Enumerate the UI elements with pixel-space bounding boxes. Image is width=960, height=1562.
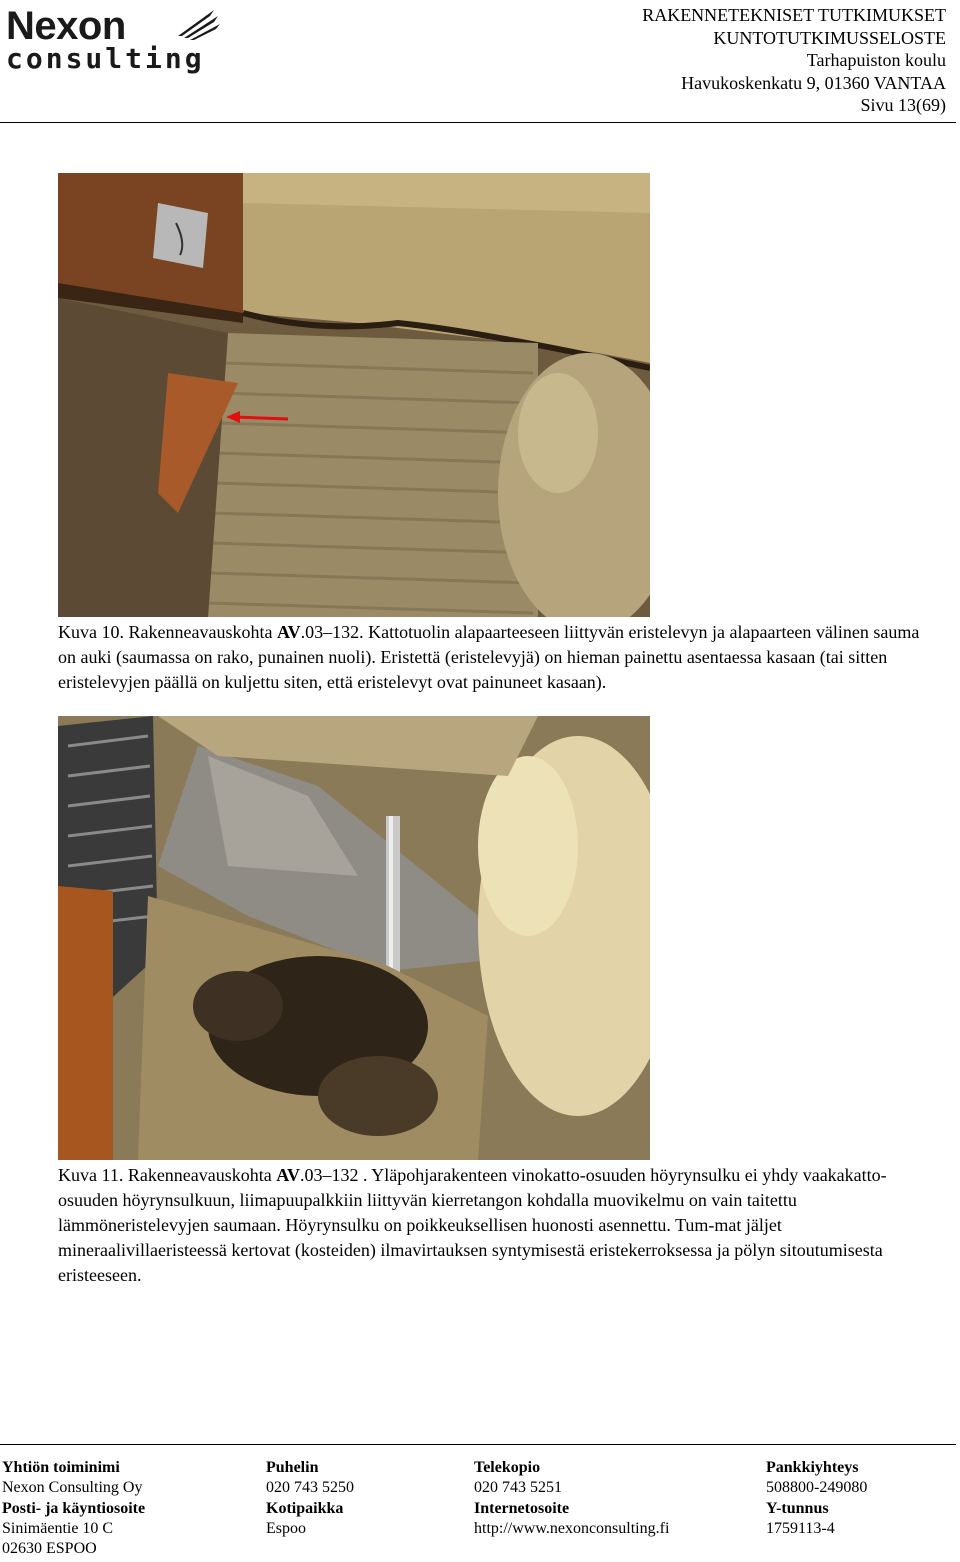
caption-text: .03–132 . Yläpohjarakenteen vinokatto-osuuden höyrynsulku ei yhdy vaakakatto-osuuden höyrynsulkuun, liimapuupalkkiin liittyvän kierretangon kohdalla muovikelmu on vain taitettu lämmöneristelevyjen saumaan. Höyrynsulku on poikkeuksellisen huonosti asennettu. Tum-mat jäljet mineraalivillaeristeessä kertovat (kosteiden) ilmavirtauksen syntymisestä eristekerroksessa ja pölyn sitoutumisesta eristeeseen.	[58, 1165, 887, 1285]
header-report-subtype: KUNTOTUTKIMUSSELOSTE	[713, 27, 946, 48]
footer-label-business-id: Y-tunnus	[766, 1499, 829, 1517]
footer-label-address: Posti- ja käyntiosoite	[2, 1499, 146, 1517]
company-logo	[6, 4, 226, 74]
footer-label-fax: Telekopio	[474, 1459, 541, 1476]
logo-text-nexon: Nexon	[6, 4, 126, 48]
caption-bold-code: AV	[276, 1165, 300, 1185]
logo-text-consulting: consulting	[6, 42, 205, 75]
footer-company-name: Nexon Consulting Oy	[2, 1479, 143, 1497]
header-address: Havukoskenkatu 9, 01360 VANTAA	[681, 72, 946, 93]
logo-wing-icon	[174, 6, 222, 42]
footer-postal-address: 02630 ESPOO	[2, 1540, 97, 1558]
caption-bold-code: AV	[276, 622, 301, 642]
footer-street-address: Sinimäentie 10 C	[2, 1519, 114, 1537]
caption-kuva-10	[58, 620, 938, 695]
caption-prefix: Kuva 10. Rakenneavauskohta	[58, 622, 277, 642]
caption-prefix: Kuva 11. Rakenneavauskohta	[58, 1165, 277, 1185]
photo-kuva-10	[58, 173, 650, 617]
photo-kuva-11	[58, 716, 650, 1160]
footer-col-company	[2, 1458, 145, 1559]
footer-divider	[0, 1444, 956, 1445]
footer-label-bank: Pankkiyhteys	[766, 1459, 859, 1476]
footer-phone: 020 743 5250	[266, 1479, 354, 1497]
caption-text: .03–132. Kattotuolin alapaarteeseen liittyvän eristelevyn ja alapaarteen välinen sauma on auki (saumassa on rako, punainen nuoli). Eristettä (eristelevyjä) on hieman painettu asentaessa kasaan (tai sitten eristelevyjen päällä on kuljettu siten, että eristelevyt ovat painuneet kasaan).	[58, 622, 920, 692]
footer-label-phone: Puhelin	[266, 1459, 319, 1476]
footer-label-website: Internetosoite	[474, 1499, 570, 1517]
header-report-type: RAKENNETEKNISET TUTKIMUKSET	[642, 5, 946, 25]
header-page-number: Sivu 13(69)	[860, 95, 946, 115]
header-divider	[0, 122, 956, 123]
footer-website: http://www.nexonconsulting.fi	[474, 1519, 670, 1537]
footer-label-company-name: Yhtiön toiminimi	[2, 1459, 120, 1476]
footer-domicile: Espoo	[266, 1519, 306, 1537]
footer-bank-account: 508800-249080	[766, 1479, 868, 1497]
footer-col-fax	[474, 1458, 669, 1539]
caption-kuva-11	[58, 1163, 938, 1288]
footer-label-domicile: Kotipaikka	[266, 1499, 344, 1517]
header-building-name: Tarhapuiston koulu	[806, 50, 946, 70]
footer-col-phone	[266, 1458, 354, 1539]
footer-business-id: 1759113-4	[766, 1519, 835, 1537]
document-header	[642, 4, 946, 117]
footer-col-bank	[766, 1458, 867, 1539]
footer-fax: 020 743 5251	[474, 1479, 562, 1497]
